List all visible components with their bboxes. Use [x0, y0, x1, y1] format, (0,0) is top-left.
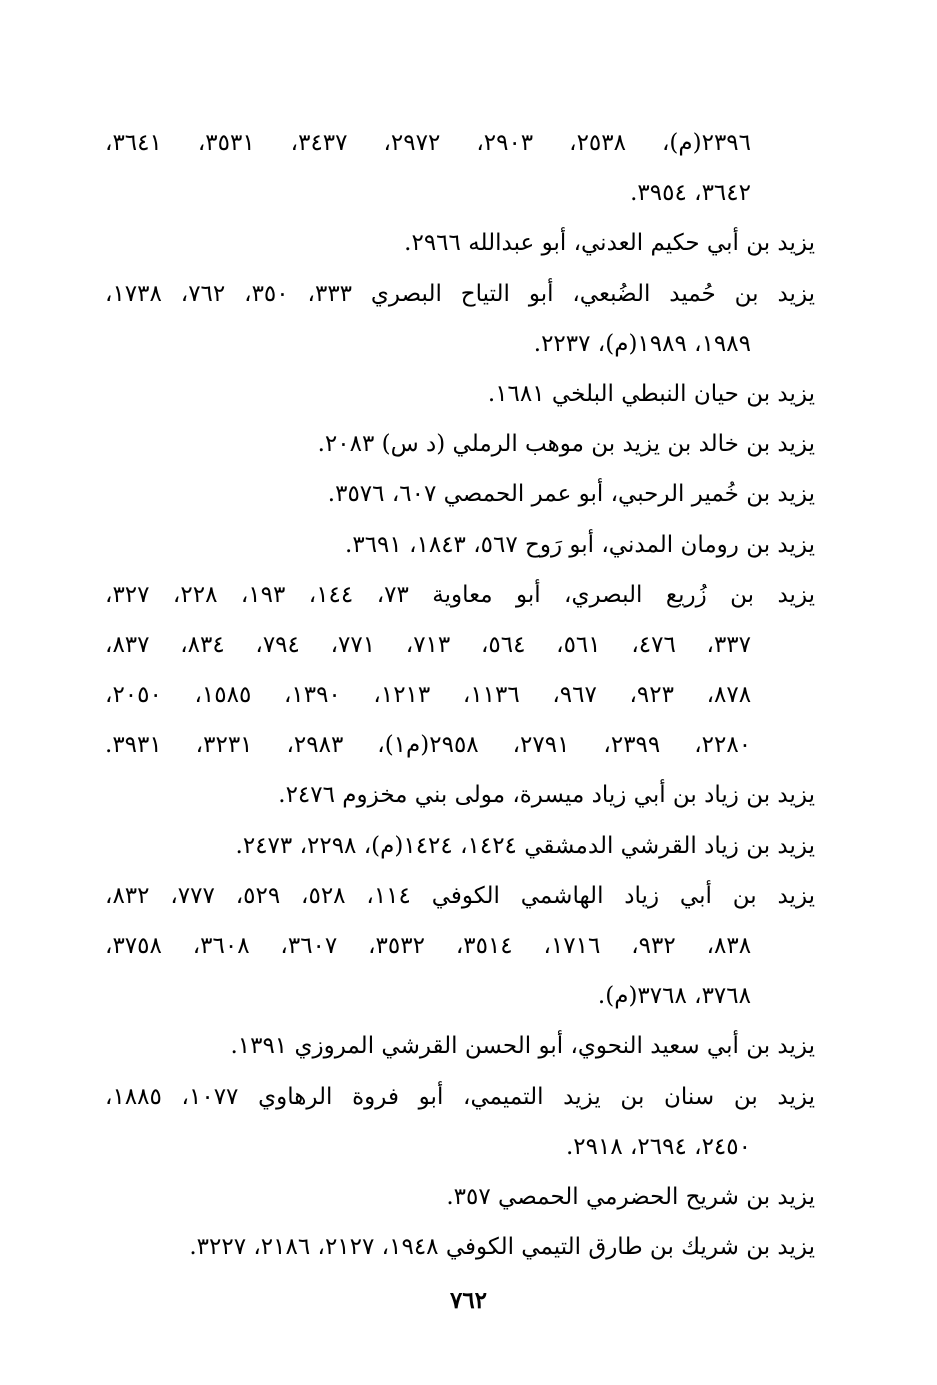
index-entry: يزيد بن زياد القرشي الدمشقي ١٤٢٤، ١٤٢٤(م)، ٢٢٩٨، ٢٤٧٣. [235, 832, 815, 859]
index-entry: يزيد بن خالد بن يزيد بن موهب الرملي (د س) ٢٠٨٣. [317, 431, 815, 458]
index-entry: يزيد بن زياد بن أبي زياد ميسرة، مولى بني مخزوم ٢٤٧٦. [278, 782, 815, 809]
index-line-continuation: ٨٣٨، ٩٣٢، ١٧١٦، ٣٥١٤، ٣٥٣٢، ٣٦٠٧، ٣٦٠٨، ٣٧٥٨، [105, 933, 752, 959]
index-entry: يزيد بن شريك بن طارق التيمي الكوفي ١٩٤٨، ٢١٢٧، ٢١٨٦، ٣٢٢٧. [189, 1234, 815, 1261]
index-entry: يزيد بن شريح الحضرمي الحمصي ٣٥٧. [446, 1183, 815, 1210]
index-line-continuation: ٢٢٨٠، ٢٣٩٩، ٢٧٩١، ٢٩٥٨(م١)، ٢٩٨٣، ٣٢٣١، ٣٩٣١. [105, 732, 752, 759]
page-number: ٧٦٢ [449, 1287, 488, 1314]
index-entry: يزيد بن أبي سعيد النحوي، أبو الحسن القرشي المروزي ١٣٩١. [230, 1033, 815, 1060]
index-entry: يزيد بن أبي حكيم العدني، أبو عبدالله ٢٩٦٦. [404, 230, 815, 257]
index-line-continuation: ٣٧٦٨، ٣٧٦٨(م). [597, 983, 751, 1010]
index-entry: يزيد بن حيان النبطي البلخي ١٦٨١. [487, 380, 815, 407]
index-entry: يزيد بن أبي زياد الهاشمي الكوفي ١١٤، ٥٢٨، ٥٢٩، ٧٧٧، ٨٣٢، [105, 882, 815, 909]
index-entry: يزيد بن خُمير الرحبي، أبو عمر الحمصي ٦٠٧، ٣٥٧٦. [327, 481, 815, 508]
index-line-continuation: ٢٤٥٠، ٢٦٩٤، ٢٩١٨. [565, 1133, 751, 1160]
index-line-continuation: ١٩٨٩، ١٩٨٩(م)، ٢٢٣٧. [533, 330, 751, 357]
index-column [105, 118, 815, 1272]
index-line-continuation: ٢٣٩٦(م)، ٢٥٣٨، ٢٩٠٣، ٢٩٧٢، ٣٤٣٧، ٣٥٣١، ٣٦٤١، [105, 130, 752, 156]
index-entry: يزيد بن رومان المدني، أبو رَوح ٥٦٧، ١٨٤٣، ٣٦٩١. [345, 531, 815, 558]
index-line-continuation: ٣٦٤٢، ٣٩٥٤. [630, 180, 751, 207]
index-entry: يزيد بن سنان بن يزيد التميمي، أبو فروة الرهاوي ١٠٧٧، ١٨٨٥، [105, 1083, 815, 1110]
index-entry: يزيد بن زُريع البصري، أبو معاوية ٧٣، ١٤٤، ١٩٣، ٢٢٨، ٣٢٧، [105, 581, 815, 608]
index-entry: يزيد بن حُميد الضُبعي، أبو التياح البصري ٣٣٣، ٣٥٠، ٧٦٢، ١٧٣٨، [105, 280, 815, 307]
index-line-continuation: ٨٧٨، ٩٢٣، ٩٦٧، ١١٣٦، ١٢١٣، ١٣٩٠، ١٥٨٥، ٢٠٥٠، [105, 682, 752, 709]
index-line-continuation: ٣٣٧، ٤٧٦، ٥٦١، ٥٦٤، ٧١٣، ٧٧١، ٧٩٤، ٨٣٤، ٨٣٧، [105, 631, 751, 658]
